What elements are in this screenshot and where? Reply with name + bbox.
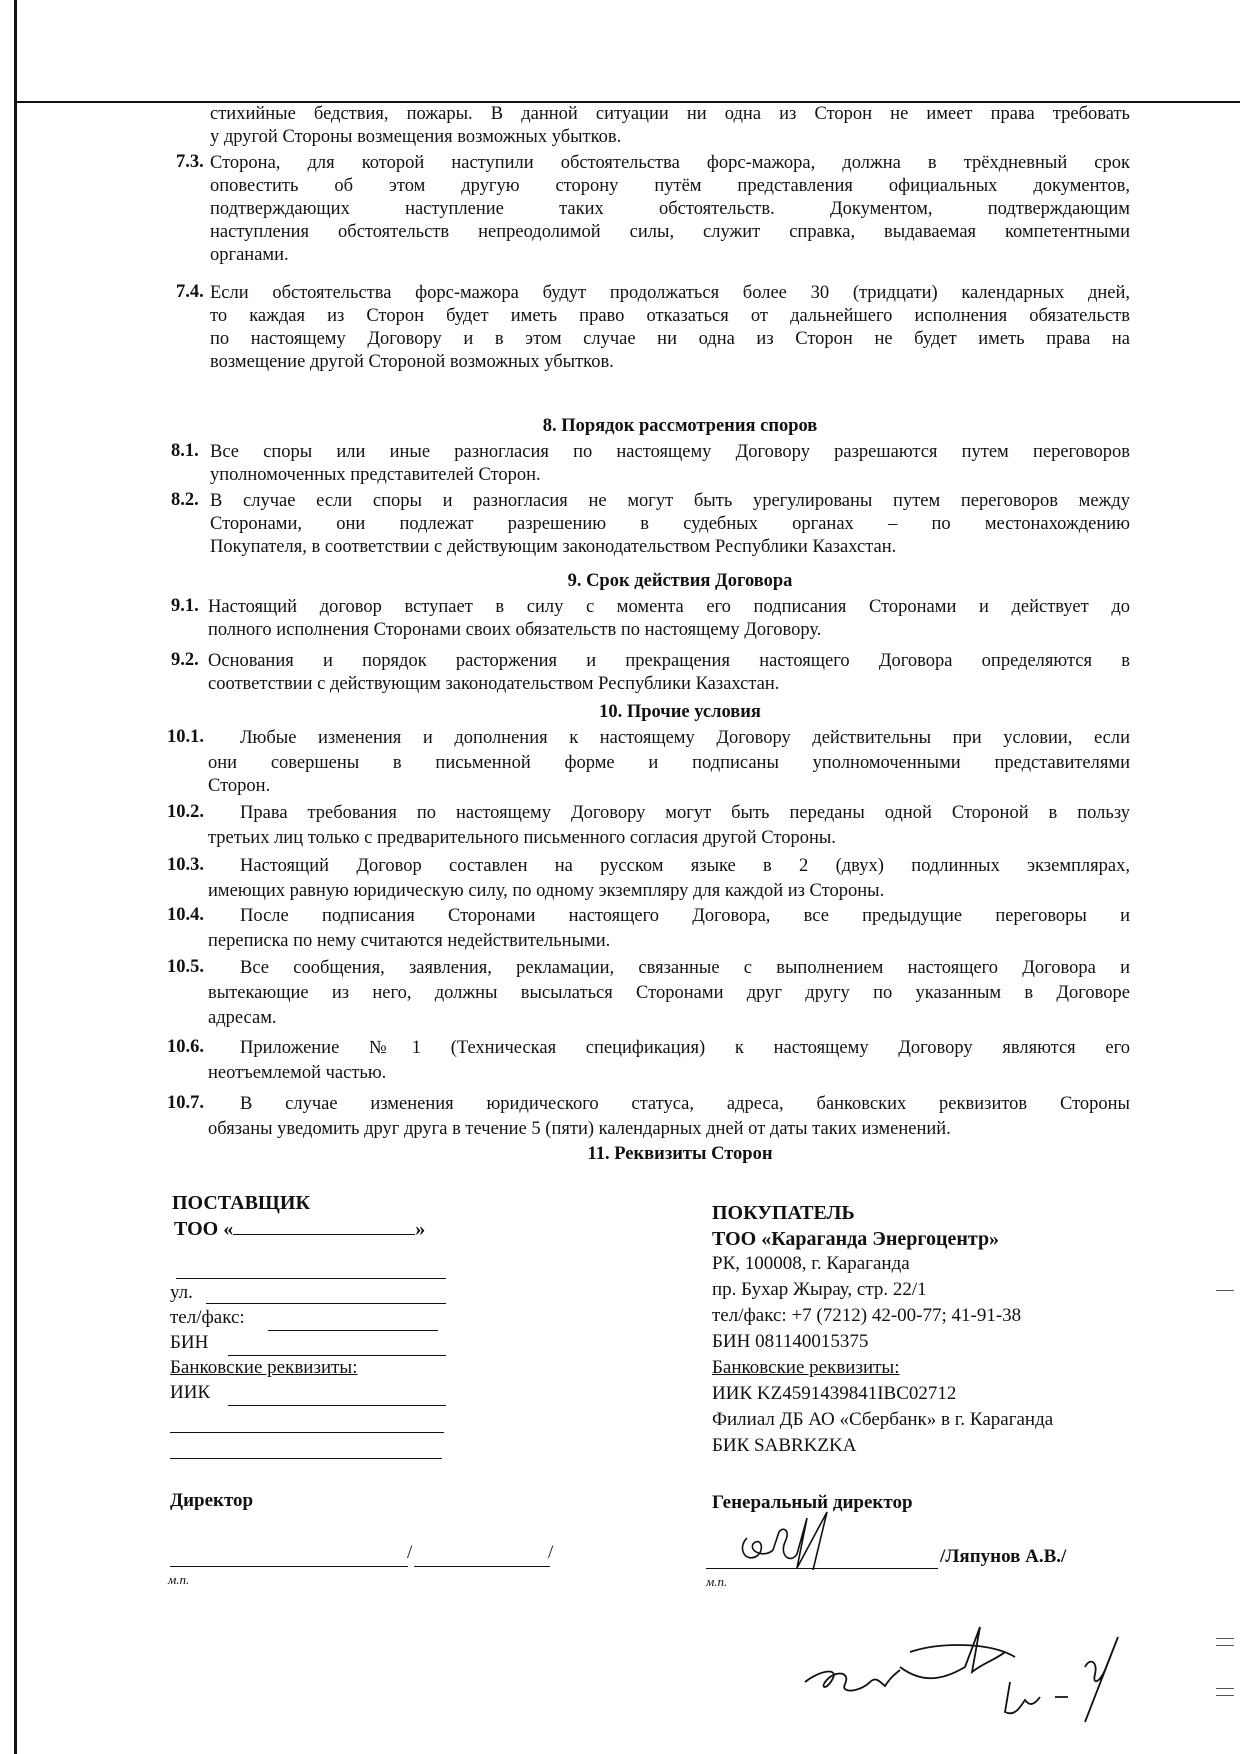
buyer-signature-mark xyxy=(735,1508,865,1578)
clause-line: Сторонами, они подлежат разрешению в судебных органах – по местонахождению xyxy=(210,514,1130,534)
clause-number: 9.1. xyxy=(171,596,199,616)
buyer-role: ПОКУПАТЕЛЬ xyxy=(712,1202,855,1224)
clause-number: 7.3. xyxy=(176,152,204,172)
supplier-bank-line[interactable] xyxy=(170,1458,442,1459)
buyer-bank-label: Банковские реквизиты: xyxy=(712,1357,900,1378)
supplier-company-prefix: ТОО « xyxy=(174,1218,234,1240)
supplier-role: ПОСТАВЩИК xyxy=(172,1192,310,1214)
clause-line: органами. xyxy=(210,245,289,265)
clause-number: 10.4. xyxy=(167,905,204,925)
scan-edge-marks xyxy=(1216,1688,1234,1702)
initials-signatures xyxy=(800,1612,1180,1732)
supplier-company xyxy=(174,1216,425,1242)
supplier-slash-end: / xyxy=(548,1542,554,1563)
buyer-phone: тел/факс: +7 (7212) 42-00-77; 41-91-38 xyxy=(712,1305,1022,1326)
clause-line: наступления обстоятельств непреодолимой силы, служит справка, выдаваемая компетентными xyxy=(210,222,1130,242)
clause-number: 8.2. xyxy=(171,490,199,510)
section-heading: 11. Реквизиты Сторон xyxy=(587,1144,773,1164)
left-margin-rule xyxy=(14,0,17,1754)
clause-number: 10.1. xyxy=(167,727,204,747)
supplier-phone-label: тел/факс: xyxy=(170,1307,245,1328)
scan-edge-marks xyxy=(1216,1638,1234,1652)
clause-number: 10.3. xyxy=(167,855,204,875)
supplier-phone-field[interactable] xyxy=(268,1330,438,1331)
supplier-slash: / xyxy=(407,1542,413,1563)
clause-line: уполномоченных представителей Сторон. xyxy=(210,465,541,485)
supplier-signer-title: Директор xyxy=(170,1490,254,1511)
buyer-address-line2: пр. Бухар Жырау, стр. 22/1 xyxy=(712,1279,927,1300)
clause-line: Если обстоятельства форс-мажора будут продолжаться более 30 (тридцати) календарных дней, xyxy=(210,283,1130,303)
clause-number: 7.4. xyxy=(176,282,204,302)
clause-line: Покупателя, в соответствии с действующим законодательством Республики Казахстан. xyxy=(210,537,897,557)
clause-line: вытекающие из него, должны высылаться Сторонами друг другу по указанным в Договоре xyxy=(208,983,1130,1003)
buyer-stamp-place: м.п. xyxy=(706,1574,728,1589)
clause-line: неотъемлемой частью. xyxy=(208,1063,387,1083)
supplier-iik-label: ИИК xyxy=(170,1382,211,1403)
buyer-bank-branch: Филиал ДБ АО «Сбербанк» в г. Караганда xyxy=(712,1409,1054,1430)
clause-line: Сторона, для которой наступили обстоятельства форс-мажора, должна в трёхдневный срок xyxy=(210,153,1130,173)
clause-number: 9.2. xyxy=(171,650,199,670)
clause-line: полного исполнения Сторонами своих обязательств по настоящему Договору. xyxy=(208,620,822,640)
clause-line: адресам. xyxy=(208,1008,277,1028)
supplier-blank-line[interactable] xyxy=(176,1278,446,1279)
buyer-iik: ИИК KZ4591439841IBC02712 xyxy=(712,1383,957,1404)
clause-line: Сторон. xyxy=(208,776,271,796)
clause-line: третьих лиц только с предварительного письменного согласия другой Стороны. xyxy=(208,828,836,848)
clause-line: После подписания Сторонами настоящего Договора, все предыдущие переговоры и xyxy=(240,906,1130,926)
clause-line: оповестить об этом другую сторону путём представления официальных документов, xyxy=(210,176,1130,196)
clause-number: 10.6. xyxy=(167,1037,204,1057)
continuation-line: стихийные бедствия, пожары. В данной ситуации ни одна из Сторон не имеет права требовать xyxy=(210,104,1130,124)
supplier-iik-field[interactable] xyxy=(228,1405,446,1406)
supplier-bin-label: БИН xyxy=(170,1332,209,1353)
section-heading: 8. Порядок рассмотрения споров xyxy=(542,416,818,436)
continuation-line: у другой Стороны возмещения возможных убытков. xyxy=(210,127,622,147)
buyer-company: ТОО «Караганда Энергоцентр» xyxy=(712,1228,1000,1250)
supplier-company-blank[interactable] xyxy=(233,1216,415,1235)
clause-line: Права требования по настоящему Договору могут быть переданы одной Стороной в пользу xyxy=(240,803,1130,823)
clause-number: 10.2. xyxy=(167,802,204,822)
supplier-street-label: ул. xyxy=(170,1282,193,1303)
clause-number: 10.5. xyxy=(167,957,204,977)
clause-line: подтверждающих наступление таких обстоятельств. Документом, подтверждающим xyxy=(210,199,1130,219)
clause-line: имеющих равную юридическую силу, по одному экземпляру для каждой из Стороны. xyxy=(208,881,885,901)
supplier-name-line[interactable] xyxy=(414,1566,550,1567)
clause-line: обязаны уведомить друг друга в течение 5 (пяти) календарных дней от даты таких изменений. xyxy=(208,1119,951,1139)
supplier-street-field[interactable] xyxy=(206,1303,446,1304)
clause-line: Настоящий договор вступает в силу с момента его подписания Сторонами и действует до xyxy=(208,597,1130,617)
clause-line: они совершены в письменной форме и подписаны уполномоченными представителями xyxy=(208,753,1130,773)
clause-line: возмещение другой Стороной возможных убытков. xyxy=(210,352,614,372)
clause-line: Настоящий Договор составлен на русском языке в 2 (двух) подлинных экземплярах, xyxy=(240,856,1130,876)
buyer-signer-title: Генеральный директор xyxy=(712,1492,913,1513)
clause-line: Любые изменения и дополнения к настоящему Договору действительны при условии, если xyxy=(240,728,1130,748)
supplier-signature-line[interactable] xyxy=(170,1566,408,1567)
clause-line: В случае если споры и разногласия не могут быть урегулированы путем переговоров между xyxy=(210,491,1130,511)
clause-line: Приложение №1 (Техническая спецификация) к настоящему Договору являются его xyxy=(240,1038,1130,1058)
clause-line: по настоящему Договору и в этом случае ни одна из Сторон не будет иметь права на xyxy=(210,329,1130,349)
clause-line: В случае изменения юридического статуса, адреса, банковских реквизитов Стороны xyxy=(240,1094,1130,1114)
section-heading: 10. Прочие условия xyxy=(599,702,761,722)
clause-line: переписка по нему считаются недействительными. xyxy=(208,931,611,951)
supplier-bank-line[interactable] xyxy=(170,1432,444,1433)
supplier-bank-label: Банковские реквизиты: xyxy=(170,1357,358,1378)
buyer-bin: БИН 081140015375 xyxy=(712,1331,869,1352)
clause-number: 8.1. xyxy=(171,441,199,461)
clause-line: Основания и порядок расторжения и прекращения настоящего Договора определяются в xyxy=(208,651,1130,671)
scan-edge-marks xyxy=(1216,1290,1234,1297)
buyer-address-line1: РК, 100008, г. Караганда xyxy=(712,1253,910,1274)
clause-number: 10.7. xyxy=(167,1093,204,1113)
clause-line: Все сообщения, заявления, рекламации, связанные с выполнением настоящего Договора и xyxy=(240,958,1130,978)
clause-line: то каждая из Сторон будет иметь право отказаться от дальнейшего исполнения обязательств xyxy=(210,306,1130,326)
buyer-signer-name: /Ляпунов А.В./ xyxy=(940,1546,1067,1567)
supplier-stamp-place: м.п. xyxy=(168,1572,190,1587)
buyer-bik: БИК SABRKZKA xyxy=(712,1435,857,1456)
clause-line: соответствии с действующим законодательством Республики Казахстан. xyxy=(208,674,780,694)
supplier-company-suffix: » xyxy=(415,1218,426,1240)
section-heading: 9. Срок действия Договора xyxy=(567,571,793,591)
clause-line: Все споры или иные разногласия по настоящему Договору разрешаются путем переговоров xyxy=(210,442,1130,462)
